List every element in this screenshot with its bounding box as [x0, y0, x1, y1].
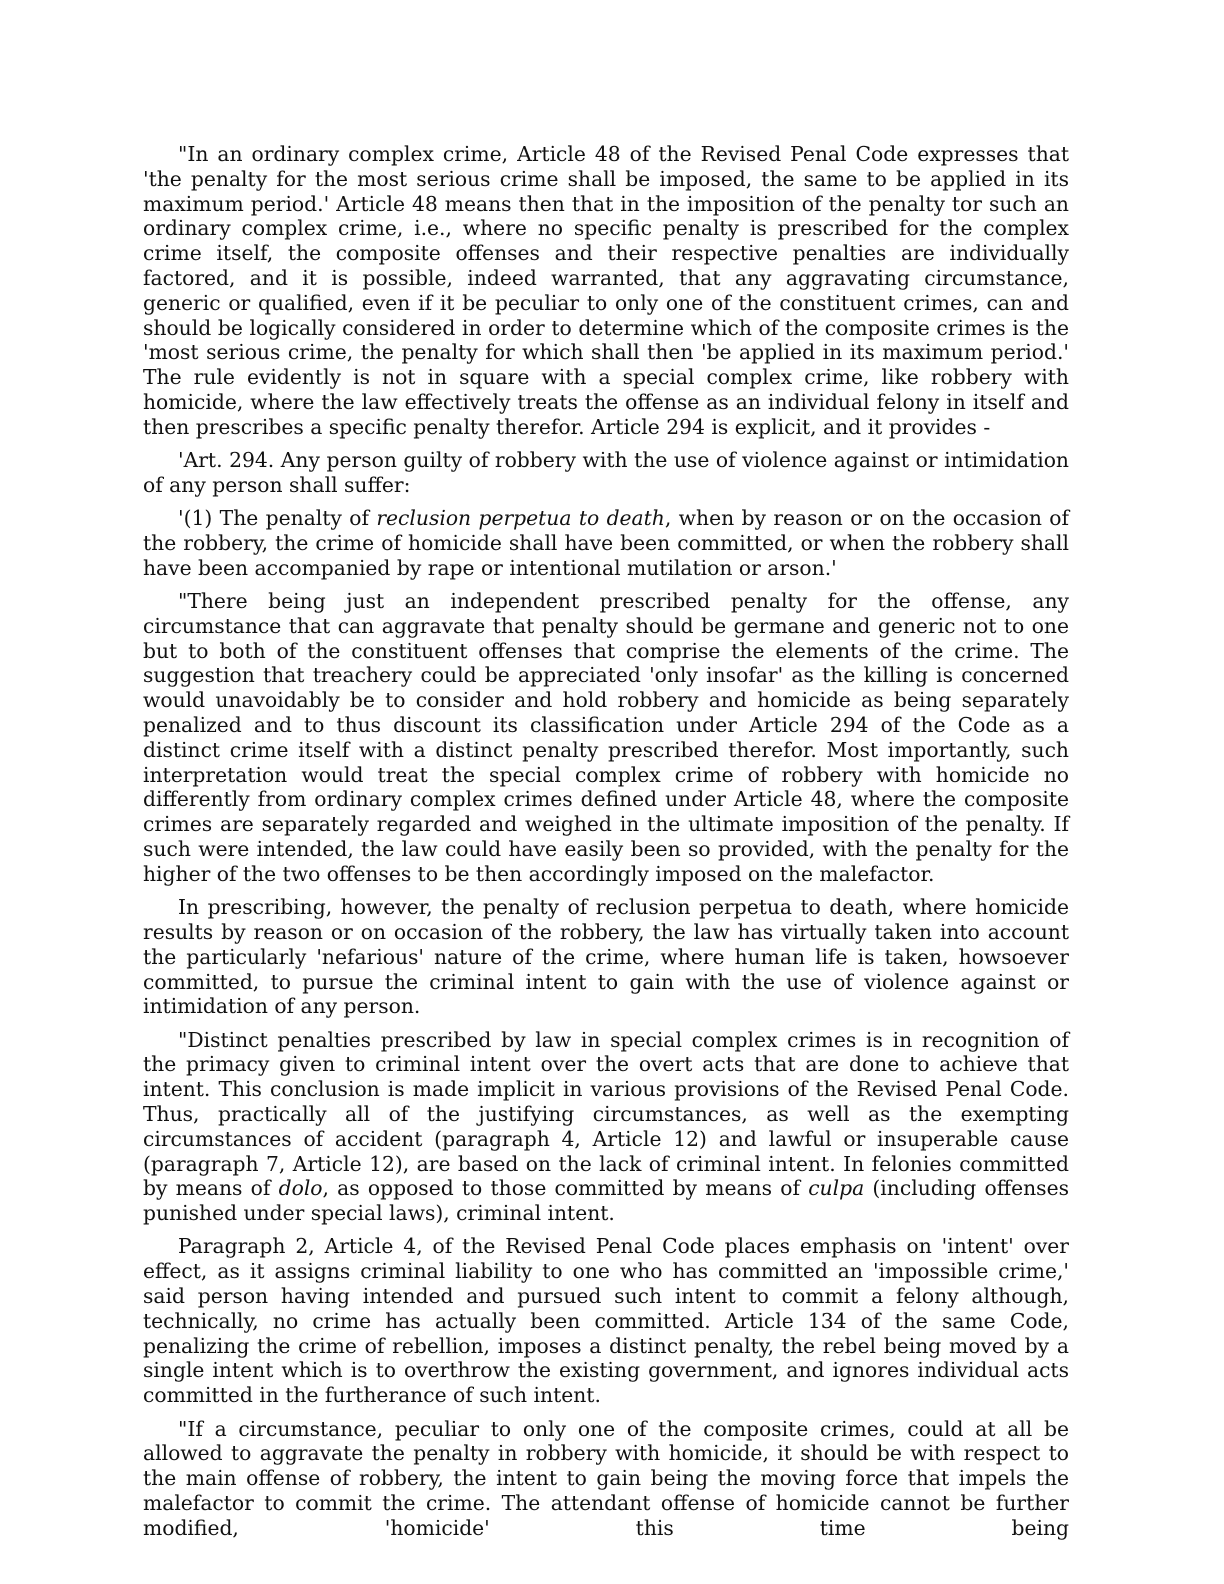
text-segment: '(1) The penalty of [178, 506, 377, 531]
text-segment: "Distinct penalties prescribed by law in special complex crimes is in recognition of the primacy given to criminal intent over the overt acts that are done to achieve that intent. This conclusion is made implicit in various provisions of the Revised Penal Code. Thus, practically all of the justifying circumstances, as well as the exempting circumstances of accident (paragraph 4, Article 12) and lawful or insuperable cause (paragraph 7, Article 12), are based on the lack of criminal intent. In felonies committed by means of [143, 1027, 1069, 1201]
text-segment: "If a circumstance, peculiar to only one of the composite crimes, could at all be allowed to aggravate the penalty in robbery with homicide, it should be with respect to the main offense of robbery, the intent to gain being the moving force that impels the malefactor to commit the crime. The attendant offense of homicide cannot be further modified, 'homicide' this time being [143, 1416, 1069, 1540]
italic-term: reclusion perpetua to death [376, 506, 665, 531]
italic-term: dolo [278, 1176, 323, 1201]
document-page [143, 142, 1069, 1541]
paragraph-criminal-intent [143, 1028, 1069, 1226]
text-segment: "In an ordinary complex crime, Article 48 of the Revised Penal Code expresses that 'the penalty for the most serious crime shall be imposed, the same to be applied in its maximum period.' Article 48 means then that in the imposition of the penalty tor such an ordinary complex crime, i.e., where no specific penalty is prescribed for the complex crime itself, the composite offenses and their respective penalties are individually factored, and it is possible, indeed warranted, that any aggravating circumstance, generic or qualified, even if it be peculiar to only one of the constituent crimes, can and should be logically considered in order to determine which of the composite crimes is the 'most serious crime, the penalty for which shall then 'be applied in its maximum period.' The rule evidently is not in square with a special complex crime, like robbery with homicide, where the law effectively treats the offense as an individual felony in itself and then prescribes a specific penalty therefor. Article 294 is explicit, and it provides - [143, 142, 1069, 439]
italic-term: culpa [808, 1176, 865, 1201]
paragraph-impossible-crime [143, 1234, 1069, 1408]
paragraph-article-294-quote [143, 448, 1069, 498]
text-segment: Paragraph 2, Article 4, of the Revised Penal Code places emphasis on 'intent' over effect, as it assigns criminal liability to one who has committed an 'impossible crime,' said person having intended and pursued such intent to commit a felony although, technically, no crime has actually been committed. Article 134 of the same Code, penalizing the crime of rebellion, imposes a distinct penalty, the rebel being moved by a single intent which is to overthrow the existing government, and ignores individual acts committed in the furtherance of such intent. [143, 1234, 1069, 1408]
text-segment: , when by reason or on the occasion of the robbery, the crime of homicide shall have been committed, or when the robbery shall have been accompanied by rape or intentional mutilation or arson.' [143, 506, 1069, 580]
paragraph-article-294-penalty [143, 506, 1069, 580]
text-segment: In prescribing, however, the penalty of reclusion perpetua to death, where homicide results by reason or on occasion of the robbery, the law has virtually taken into account the particularly 'nefarious' nature of the crime, where human life is taken, howsoever committed, to pursue the criminal intent to gain with the use of violence against or intimidation of any person. [143, 895, 1069, 1019]
paragraph-ordinary-complex-crime [143, 142, 1069, 440]
paragraph-nefarious-nature [143, 895, 1069, 1019]
paragraph-peculiar-circumstance [143, 1417, 1069, 1541]
text-segment: 'Art. 294. Any person guilty of robbery with the use of violence against or intimidation of any person shall suffer: [143, 448, 1069, 497]
paragraph-independent-penalty [143, 589, 1069, 887]
text-segment: , as opposed to those committed by means of [322, 1176, 809, 1201]
text-segment: (including offenses punished under special laws), criminal intent. [143, 1176, 1069, 1226]
text-segment: "There being just an independent prescribed penalty for the offense, any circumstance that can aggravate that penalty should be germane and generic not to one but to both of the constituent offenses that comprise the elements of the crime. The suggestion that treachery could be appreciated 'only insofar' as the killing is concerned would unavoidably be to consider and hold robbery and homicide as being separately penalized and to thus discount its classification under Article 294 of the Code as a distinct crime itself with a distinct penalty prescribed therefor. Most importantly, such interpretation would treat the special complex crime of robbery with homicide no differently from ordinary complex crimes defined under Article 48, where the composite crimes are separately regarded and weighed in the ultimate imposition of the penalty. If such were intended, the law could have easily been so provided, with the penalty for the higher of the two offenses to be then accordingly imposed on the malefactor. [143, 589, 1069, 886]
